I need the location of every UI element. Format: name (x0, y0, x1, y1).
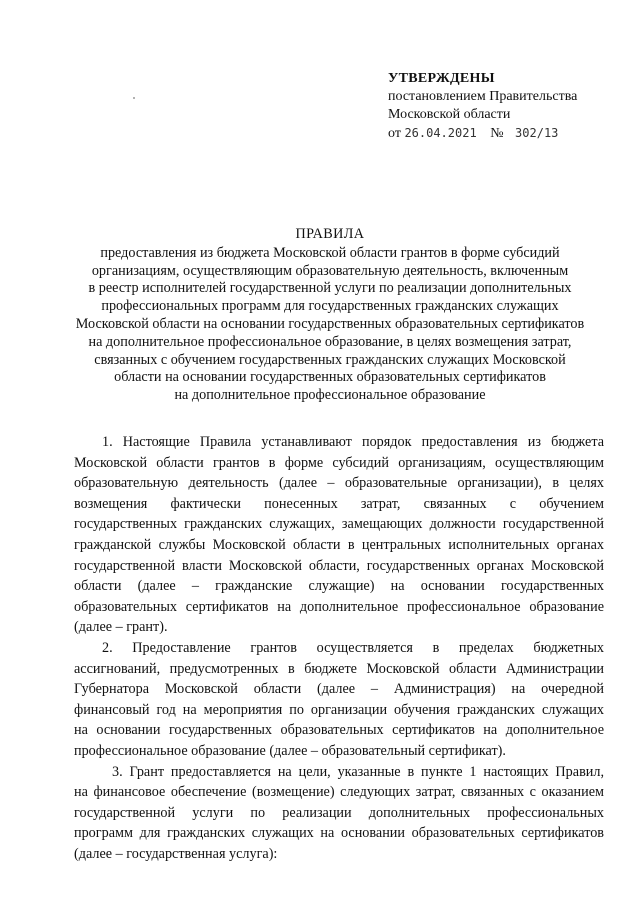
paragraph-line: государственных гражданских служащих, замещающих должности государственной (74, 516, 604, 533)
paragraph-line: 1. Настоящие Правила устанавливают порядок предоставления из бюджета (102, 434, 604, 450)
approval-date-line (388, 124, 628, 143)
paragraph-line: (далее – грант). (74, 619, 168, 636)
approval-date-prefix: от (388, 126, 401, 141)
paragraph-line: на основании государственных образовательных сертификатов на дополнительное (74, 722, 604, 739)
paragraph-line: на финансовое обеспечение (возмещение) следующих затрат, связанных с оказанием (74, 784, 604, 801)
title-line: организациям, осуществляющим образовательную деятельность, включенным (91, 262, 569, 279)
approval-heading: УТВЕРЖДЕНЫ (388, 71, 495, 86)
approval-line-1: постановлением Правительства (388, 89, 578, 104)
approval-number-sign: № (490, 126, 504, 141)
paragraph-line: Московской области грантов в форме субсидий организациям, осуществляющим (74, 454, 604, 471)
paragraph-line: области (далее – гражданские служащие) на основании государственных (74, 578, 604, 595)
title-line: связанных с обучением государственных гражданских служащих Московской (94, 351, 566, 368)
paragraph-line: государственной власти Московской области, государственных органах Московской (74, 557, 604, 574)
paragraph-line: (далее – государственная услуга): (74, 845, 278, 862)
paragraph-line: Губернатора Московской области (далее – Администрация) на очередной (74, 681, 604, 698)
paragraph-line: гражданской службы Московской области в центральных исполнительных органах (74, 536, 604, 553)
paragraph-line: государственной услуги по реализации дополнительных профессиональных (74, 804, 604, 821)
title-line: Московской области на основании государственных образовательных сертификатов (75, 315, 585, 332)
paragraph-line: программ для гражданских служащих на основании образовательных сертификатов (74, 825, 604, 842)
approval-stamp-block (388, 70, 628, 143)
paragraph-line: образовательных сертификатов на дополнительное профессиональное образование (74, 598, 604, 615)
paragraph-line: 2. Предоставление грантов осуществляется в пределах бюджетных (102, 639, 604, 656)
approval-number: 302/13 (515, 126, 559, 140)
title-line: в реестр исполнителей государственной услуги по реализации дополнительных (88, 280, 572, 297)
document-title-block (60, 226, 600, 405)
paragraph-line: 3. Грант предоставляется на цели, указанные в пункте 1 настоящих Правил, (112, 763, 604, 780)
approval-line-2: Московской области (388, 107, 511, 122)
paragraph-1 (74, 432, 604, 638)
title-line: профессиональных программ для государственных гражданских служащих (101, 298, 559, 315)
paragraph-line: ассигнований, предусмотренных в бюджете Московской области Администрации (74, 660, 604, 677)
approval-date: 26.04.2021 (404, 126, 477, 140)
paragraph-line: образовательную деятельность (далее – образовательные организации), в целях (74, 475, 604, 492)
title-line: области на основании государственных образовательных сертификатов (114, 369, 546, 386)
document-body (74, 432, 604, 864)
paragraph-line: профессиональное образование (далее – образовательный сертификат). (74, 742, 506, 759)
title-line: на дополнительное профессиональное образование, в целях возмещения затрат, (88, 333, 572, 350)
title-line: предоставления из бюджета Московской области грантов в форме субсидий (100, 244, 560, 261)
scan-speck (133, 97, 135, 99)
paragraph-line: финансовый год на мероприятия по организации обучения гражданских служащих (74, 701, 604, 718)
title-line: на дополнительное профессиональное образование (174, 387, 486, 404)
paragraph-3 (74, 762, 604, 865)
document-title: ПРАВИЛА (295, 226, 365, 242)
paragraph-2 (74, 638, 604, 762)
paragraph-line: возмещения фактически понесенных затрат, связанных с обучением (74, 495, 604, 512)
